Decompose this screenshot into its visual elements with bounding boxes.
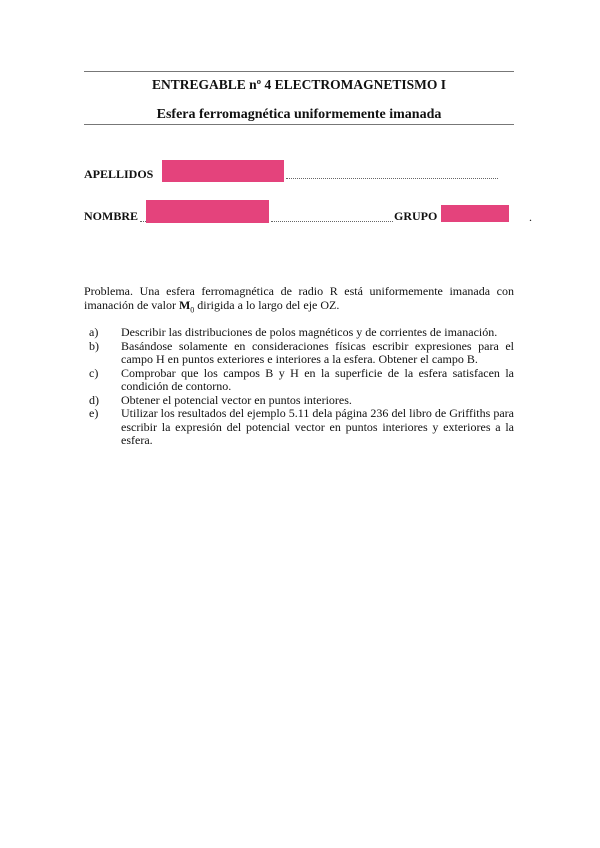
document-subtitle: Esfera ferromagnética uniformemente imanada: [156, 107, 442, 122]
bottom-rule: [84, 124, 514, 125]
nombre-label: NOMBRE: [84, 209, 138, 223]
grupo-label: GRUPO: [394, 209, 438, 223]
list-item: [84, 407, 514, 448]
magnetization-subscript: 0: [190, 305, 195, 315]
list-marker: a): [89, 325, 99, 339]
task-list: [84, 326, 514, 448]
list-text: Utilizar los resultados del ejemplo 5.11 dela página 236 del libro de Griffiths para escribir la expresión del potencial vector en puntos interiores y exteriores a la esfera.: [121, 406, 514, 447]
list-marker: d): [89, 392, 99, 407]
apellidos-label: APELLIDOS: [84, 167, 154, 181]
apellidos-redaction: [162, 160, 284, 182]
list-item: [84, 367, 514, 394]
problem-intro-2: dirigida a lo largo del eje OZ.: [194, 298, 340, 312]
apellidos-dotted-line: [286, 178, 498, 179]
problem-intro-1: Problema. Una esfera ferromagnética de radio R está uniformemente imanada con imanación de valor: [84, 284, 514, 312]
list-text: Basándose solamente en consideraciones físicas escribir expresiones para el campo H en puntos exteriores e interiores a la esfera. Obtener el campo B.: [121, 338, 514, 366]
nombre-row: [84, 208, 534, 230]
list-item: [84, 394, 514, 408]
problem-statement: [84, 284, 514, 317]
list-item: [84, 340, 514, 367]
nombre-redaction: [146, 200, 269, 223]
list-marker: c): [89, 365, 99, 380]
magnetization-vector: M: [178, 298, 191, 312]
list-text: Comprobar que los campos B y H en la superficie de la esfera satisfacen la condición de contorno.: [121, 365, 514, 393]
list-text: Describir las distribuciones de polos magnéticos y de corrientes de imanación.: [121, 325, 498, 339]
list-marker: b): [89, 338, 99, 353]
grupo-end-dot: .: [529, 210, 532, 224]
document-title: ENTREGABLE nº 4 ELECTROMAGNETISMO I: [151, 77, 446, 92]
grupo-redaction: [441, 205, 509, 222]
list-text: Obtener el potencial vector en puntos interiores.: [121, 392, 352, 407]
nombre-dotted-line: [271, 221, 393, 222]
apellidos-row: [84, 166, 514, 188]
top-rule: [84, 71, 514, 72]
list-item: [84, 326, 514, 340]
list-marker: e): [89, 406, 99, 420]
